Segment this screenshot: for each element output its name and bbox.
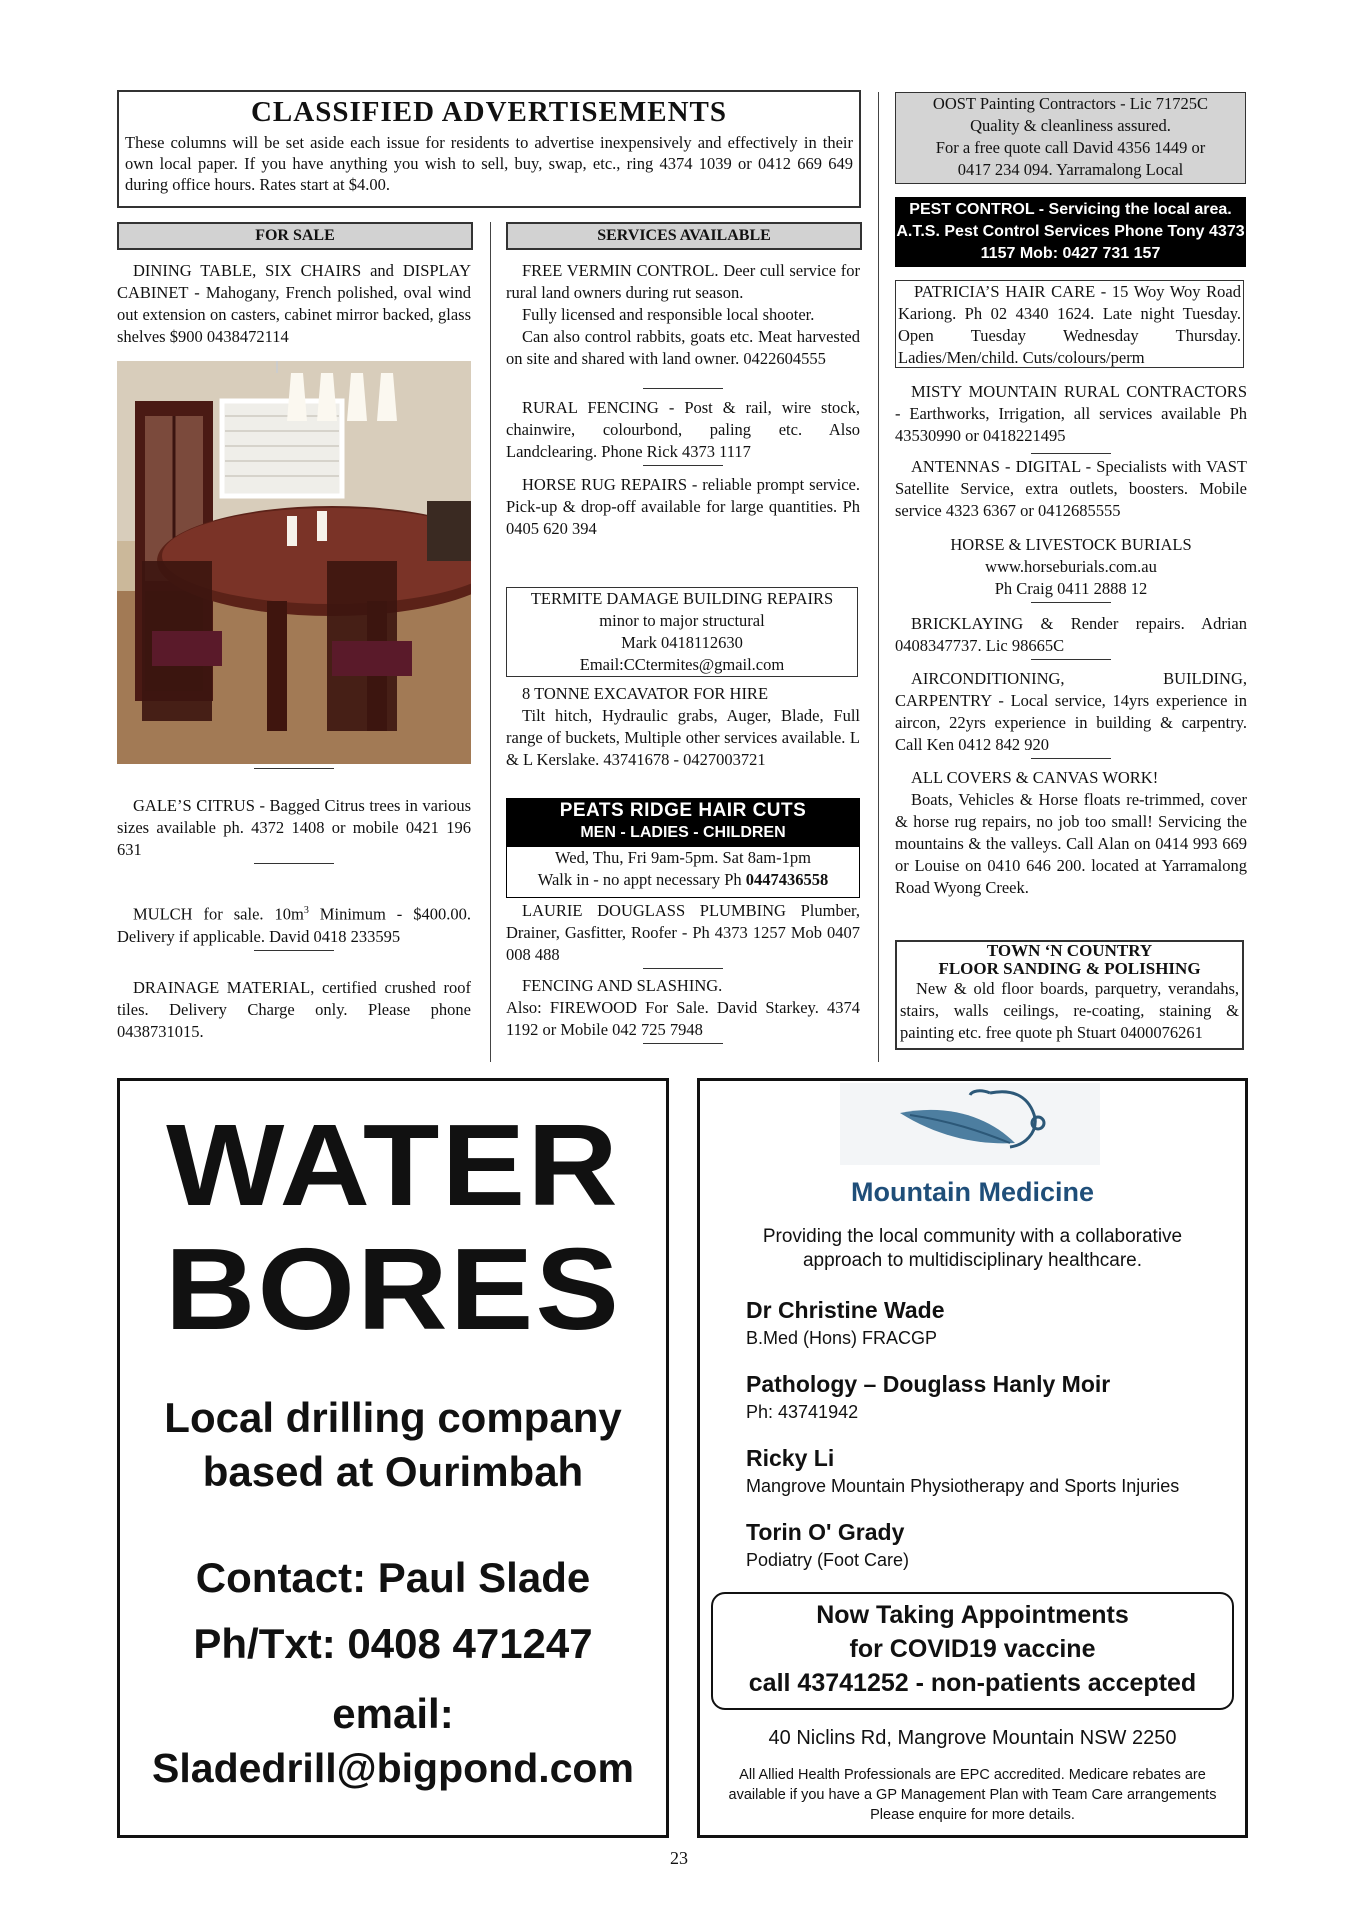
peats-title: PEATS RIDGE HAIR CUTS bbox=[559, 800, 807, 821]
termite-phone: Mark 0418112630 bbox=[621, 633, 743, 652]
practitioner-desc: B.Med (Hons) FRACGP bbox=[746, 1328, 938, 1348]
divider bbox=[643, 388, 723, 389]
ad-firewood: Also: FIREWOOD For Sale. David Starkey. 4374 1192 or Mobile 042 725 7948 bbox=[506, 998, 860, 1039]
divider bbox=[254, 950, 334, 951]
footnote-line: Please enquire for more details. bbox=[870, 1807, 1075, 1823]
dining-set-photo bbox=[117, 361, 471, 764]
town-title: TOWN ‘N COUNTRY bbox=[986, 941, 1153, 960]
ad-excavator bbox=[506, 683, 860, 771]
termite-line: minor to major structural bbox=[599, 611, 765, 630]
medicine-address: 40 Niclins Rd, Mangrove Mountain NSW 2250 bbox=[768, 1727, 1177, 1749]
oost-quality: Quality & cleanliness assured. bbox=[970, 116, 1171, 135]
oost-quote: For a free quote call David 4356 1449 or bbox=[935, 138, 1206, 157]
covid-appointments-box bbox=[711, 1592, 1234, 1710]
practitioner-desc: Podiatry (Foot Care) bbox=[746, 1550, 910, 1570]
for-sale-column bbox=[117, 260, 471, 348]
ad-free-vermin-2: Fully licensed and responsible local shooter. bbox=[522, 305, 815, 324]
ad-bricklaying: BRICKLAYING & Render repairs. Adrian 0408347737. Lic 98665C bbox=[895, 614, 1247, 655]
covid-line3: call 43741252 - non-patients accepted bbox=[748, 1669, 1197, 1697]
ad-gales-citrus: GALE’S CITRUS - Bagged Citrus trees in various sizes available ph. 4372 1408 or mobile 0421 196 631 bbox=[117, 796, 471, 859]
ad-plumbing: LAURIE DOUGLASS PLUMBING Plumber, Drainer, Gasfitter, Roofer - Ph 4373 1257 Mob 0407 008 488 bbox=[506, 901, 860, 964]
footnote-line: All Allied Health Professionals are EPC accredited. Medicare rebates are bbox=[739, 1767, 1206, 1783]
ad-peats-ridge bbox=[506, 798, 860, 898]
ad-rural-fencing: RURAL FENCING - Post & rail, wire stock, chainwire, colourbond, paling etc. Also Landclearing. Phone Rick 4373 1117 bbox=[506, 398, 860, 461]
divider bbox=[1031, 602, 1111, 603]
ad-pest-control: PEST CONTROL - Servicing the local area. A.T.S. Pest Control Services Phone Tony 4373 1157 Mob: 0427 731 157 bbox=[895, 197, 1246, 267]
oost-phone: 0417 234 094. Yarramalong Local bbox=[957, 160, 1184, 179]
bores-title: BORES bbox=[164, 1224, 622, 1354]
termite-email: Email:CCtermites@gmail.com bbox=[579, 655, 785, 674]
medicine-practitioners bbox=[746, 1295, 1226, 1573]
termite-title: TERMITE DAMAGE BUILDING REPAIRS bbox=[530, 589, 834, 608]
peats-hours: Wed, Thu, Fri 9am-5pm. Sat 8am-1pm bbox=[555, 848, 811, 867]
dining-room-illustration bbox=[117, 361, 471, 764]
ad-airconditioning: AIRCONDITIONING, BUILDING, CARPENTRY - Local service, 14yrs experience in aircon, 22yrs experience in building & carpentry. Call Ken 0412 842 920 bbox=[895, 669, 1247, 754]
water-sub2: based at Ourimbah bbox=[202, 1448, 584, 1495]
practitioner-desc: Ph: 43741942 bbox=[746, 1402, 859, 1422]
services-lower bbox=[506, 900, 860, 1044]
medicine-brand: Mountain Medicine bbox=[851, 1177, 1094, 1207]
practitioner-desc: Mangrove Mountain Physiotherapy and Sports Injuries bbox=[746, 1476, 1180, 1496]
burials-web: www.horseburials.com.au bbox=[985, 557, 1157, 576]
divider bbox=[1031, 758, 1111, 759]
classified-header bbox=[117, 90, 861, 208]
col3-ads bbox=[895, 381, 1247, 899]
divider bbox=[254, 768, 334, 769]
ad-covers-body: Boats, Vehicles & Horse floats re-trimmed, cover & horse rug repairs, no job too small! Servicing the mountains & the valleys. Call Alan on 0414 993 669 or Louise on 0410 646 200. located at Yarramalong Road Wyong Creek. bbox=[895, 790, 1247, 897]
water-bores-ad bbox=[117, 1078, 669, 1838]
ad-patricias-hair: PATRICIA’S HAIR CARE - 15 Woy Woy Road Kariong. Ph 02 4340 1624. Late night Tuesday. Open Tuesday Wednesday Thursday. Ladies/Men/child. Cuts/colours/perm bbox=[895, 280, 1244, 368]
divider bbox=[643, 465, 723, 466]
footnote-line: available if you have a GP Management Plan with Team Care arrangements bbox=[728, 1787, 1217, 1803]
peats-walkin: Walk in - no appt necessary Ph 0447436558 bbox=[537, 870, 829, 889]
column-rule bbox=[878, 92, 879, 1062]
peats-banner bbox=[507, 799, 859, 847]
ad-oost-painting bbox=[895, 92, 1246, 184]
ad-termite-box bbox=[506, 587, 858, 677]
water-phone: Ph/Txt: 0408 471247 bbox=[193, 1620, 593, 1667]
oost-title: OOST Painting Contractors - Lic 71725C bbox=[932, 94, 1209, 113]
water-sub1: Local drilling company bbox=[164, 1394, 622, 1441]
classified-intro: These columns will be set aside each issue for residents to advertise inexpensively and effectively in their own local paper. If you have anything you wish to sell, buy, swap, etc., ring 4374 1039 or 0412 669 649 during office hours. Rates start at $4.00. bbox=[125, 133, 853, 194]
ad-misty-mountain: MISTY MOUNTAIN RURAL CONTRACTORS - Earthworks, Irrigation, all services available Ph 43530990 or 0418221495 bbox=[895, 382, 1247, 445]
ad-dining-table: DINING TABLE, SIX CHAIRS and DISPLAY CABINET - Mahogany, French polished, oval wind out extension on casters, cabinet mirror backed, glass shelves $900 0438472114 bbox=[117, 261, 471, 346]
ad-free-vermin: FREE VERMIN CONTROL. Deer cull service for rural land owners during rut season. bbox=[506, 261, 860, 302]
ad-covers-title: ALL COVERS & CANVAS WORK! bbox=[911, 768, 1159, 787]
practitioner-name: Pathology – Douglass Hanly Moir bbox=[746, 1371, 1111, 1397]
practitioner-name: Dr Christine Wade bbox=[746, 1297, 945, 1323]
for-sale-heading: FOR SALE bbox=[117, 222, 473, 250]
burials-phone: Ph Craig 0411 2888 12 bbox=[994, 579, 1148, 598]
covid-line2: for COVID19 vaccine bbox=[849, 1635, 1096, 1663]
for-sale-more bbox=[117, 768, 471, 1043]
divider bbox=[1031, 659, 1111, 660]
medicine-tagline-1: Providing the local community with a collaborative bbox=[762, 1226, 1183, 1247]
divider bbox=[643, 968, 723, 969]
column-rule bbox=[490, 222, 491, 1062]
town-subtitle: FLOOR SANDING & POLISHING bbox=[938, 959, 1201, 978]
water-email: Sladedrill@bigpond.com bbox=[152, 1745, 634, 1791]
services-heading: SERVICES AVAILABLE bbox=[506, 222, 862, 250]
mountain-medicine-ad bbox=[697, 1078, 1248, 1838]
water-title: WATER bbox=[166, 1100, 620, 1230]
water-email-label: email: bbox=[332, 1690, 454, 1737]
ad-mulch: MULCH for sale. $10m^3$ Minimum - $400.00. Delivery if applicable. David 0418 233595 bbox=[117, 904, 471, 946]
ad-drainage: DRAINAGE MATERIAL, certified crushed roof tiles. Delivery Charge only. Please phone 0438731015. bbox=[117, 977, 471, 1041]
ad-town-n-country bbox=[895, 940, 1244, 1050]
divider bbox=[254, 863, 334, 864]
excavator-title: 8 TONNE EXCAVATOR FOR HIRE bbox=[522, 684, 769, 703]
ad-fencing-slashing: FENCING AND SLASHING. bbox=[522, 976, 723, 995]
practitioner-name: Torin O' Grady bbox=[746, 1519, 905, 1545]
divider bbox=[643, 1043, 723, 1044]
excavator-body: Tilt hitch, Hydraulic grabs, Auger, Blade, Full range of buckets, Multiple other services available. L & L Kerslake. 43741678 - 0427003721 bbox=[506, 706, 860, 769]
town-body: New & old floor boards, parquetry, verandahs, stairs, walls ceilings, re-coating, staining & painting etc. free quote ph Stuart 0400076261 bbox=[900, 979, 1239, 1042]
burials-title: HORSE & LIVESTOCK BURIALS bbox=[950, 535, 1192, 554]
ad-horse-rug: HORSE RUG REPAIRS - reliable prompt service. Pick-up & drop-off available for large quantities. Ph 0405 620 394 bbox=[506, 475, 860, 538]
medicine-tagline-2: approach to multidisciplinary healthcare. bbox=[802, 1250, 1142, 1271]
ad-free-vermin-3: Can also control rabbits, goats etc. Meat harvested on site and shared with land owner. 0422604555 bbox=[506, 327, 860, 368]
peats-subtitle: MEN - LADIES - CHILDREN bbox=[580, 824, 786, 841]
covid-line1: Now Taking Appointments bbox=[816, 1601, 1129, 1629]
divider bbox=[1031, 453, 1111, 454]
page-number: 23 bbox=[670, 1848, 688, 1868]
water-contact: Contact: Paul Slade bbox=[195, 1554, 591, 1601]
stethoscope-leaf-logo-icon bbox=[840, 1083, 1100, 1165]
practitioner-name: Ricky Li bbox=[746, 1445, 835, 1471]
medicine-footnote bbox=[700, 1765, 1245, 1825]
services-column bbox=[506, 260, 860, 540]
ad-antennas: ANTENNAS - DIGITAL - Specialists with VAST Satellite Service, extra outlets, boosters. Mobile service 4323 6367 or 0412685555 bbox=[895, 457, 1247, 520]
page-title: CLASSIFIED ADVERTISEMENTS bbox=[250, 96, 728, 128]
